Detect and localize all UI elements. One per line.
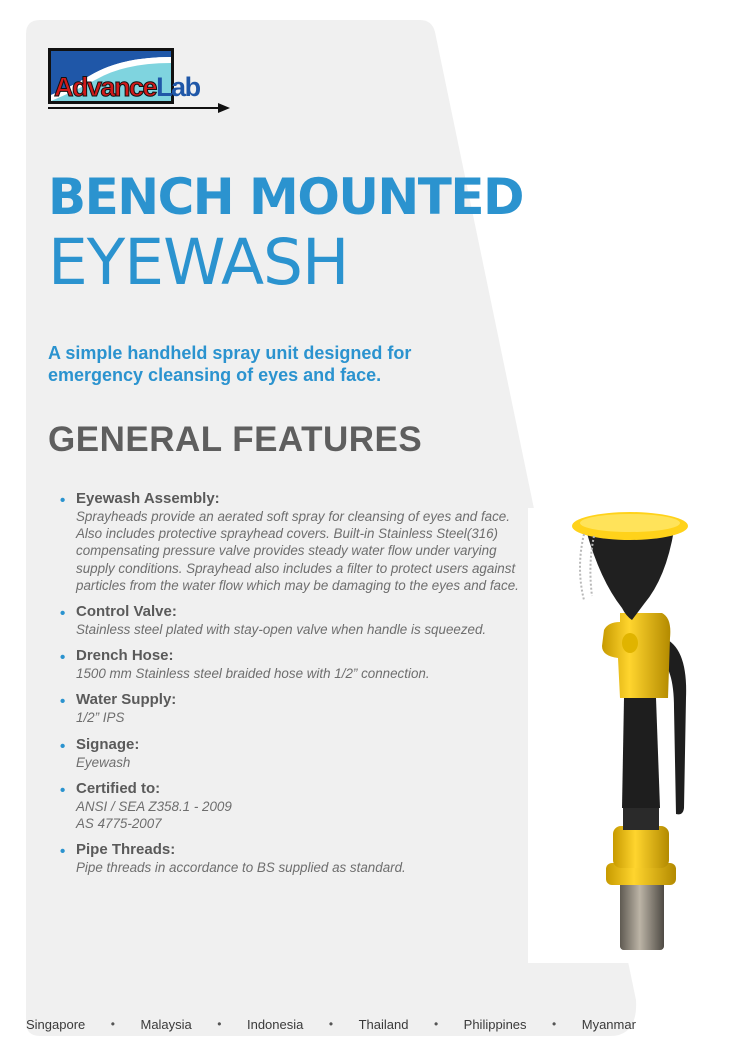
title-line-2: EYEWASH xyxy=(48,226,349,299)
separator-dot: • xyxy=(217,1017,222,1031)
bullet-icon: • xyxy=(60,605,66,623)
feature-description-line: ANSI / SEA Z358.1 - 2009 xyxy=(76,798,232,814)
feature-name: Pipe Threads: xyxy=(76,841,176,859)
location-thailand: Thailand xyxy=(358,1016,409,1032)
logo-wordmark xyxy=(54,74,200,101)
bullet-icon: • xyxy=(60,843,66,861)
title-line-1: BENCH MOUNTED xyxy=(48,168,524,226)
separator-dot: • xyxy=(552,1017,557,1031)
feature-control-valve xyxy=(60,603,520,638)
feature-eyewash-assembly xyxy=(60,490,520,594)
feature-description: Sprayheads provide an aerated soft spray for cleansing of eyes and face. Also includes protective sprayhead covers. Built-in Stainless Steel(316) compensating pressure valve provides steady water flow under varying supply conditions. Sprayhead also includes a filter to protect users against particles from the water flow which may be damaging to the eyes and face. xyxy=(76,509,519,593)
feature-name: Control Valve: xyxy=(76,603,177,621)
feature-description-line: AS 4775-2007 xyxy=(76,816,162,832)
bullet-icon: • xyxy=(60,492,66,509)
feature-description: Eyewash xyxy=(76,754,131,770)
eyewash-product-image xyxy=(528,508,718,963)
feature-pipe-threads xyxy=(60,841,520,876)
feature-certified-to xyxy=(60,780,520,832)
location-philippines: Philippines xyxy=(463,1016,527,1032)
location-singapore: Singapore xyxy=(26,1016,86,1032)
bullet-icon: • xyxy=(60,737,66,755)
section-heading: GENERAL FEATURES xyxy=(48,420,423,459)
feature-description: 1/2” IPS xyxy=(76,710,125,726)
feature-name: Water Supply: xyxy=(76,691,177,709)
feature-description: Stainless steel plated with stay-open valve when handle is squeezed. xyxy=(76,622,487,638)
feature-water-supply xyxy=(60,691,520,726)
feature-name: Certified to: xyxy=(76,779,161,797)
location-indonesia: Indonesia xyxy=(246,1016,304,1032)
separator-dot: • xyxy=(328,1017,334,1031)
feature-description: Pipe threads in accordance to BS supplied as standard. xyxy=(76,860,406,876)
feature-signage xyxy=(60,736,520,771)
feature-name: Drench Hose: xyxy=(76,647,174,665)
feature-drench-hose xyxy=(60,647,520,682)
footer-locations xyxy=(26,1012,636,1036)
feature-name: Signage: xyxy=(76,735,140,753)
company-logo xyxy=(48,48,233,118)
bullet-icon: • xyxy=(60,781,66,799)
separator-dot: • xyxy=(433,1017,439,1031)
bullet-icon: • xyxy=(60,693,66,711)
logo-word-lab: Lab xyxy=(156,72,200,102)
separator-dot: • xyxy=(110,1017,115,1031)
feature-description: 1500 mm Stainless steel braided hose with 1/2” connection. xyxy=(76,666,430,682)
bullet-icon: • xyxy=(60,649,66,667)
features-list xyxy=(60,490,520,885)
logo-arrow-icon xyxy=(48,100,233,116)
logo-word-advance: Advance xyxy=(54,72,157,102)
feature-name: Eyewash Assembly: xyxy=(76,490,220,507)
intro-text: A simple handheld spray unit designed for emergency cleansing of eyes and face. xyxy=(48,343,412,385)
location-malaysia: Malaysia xyxy=(140,1016,192,1032)
location-myanmar: Myanmar xyxy=(581,1016,636,1032)
